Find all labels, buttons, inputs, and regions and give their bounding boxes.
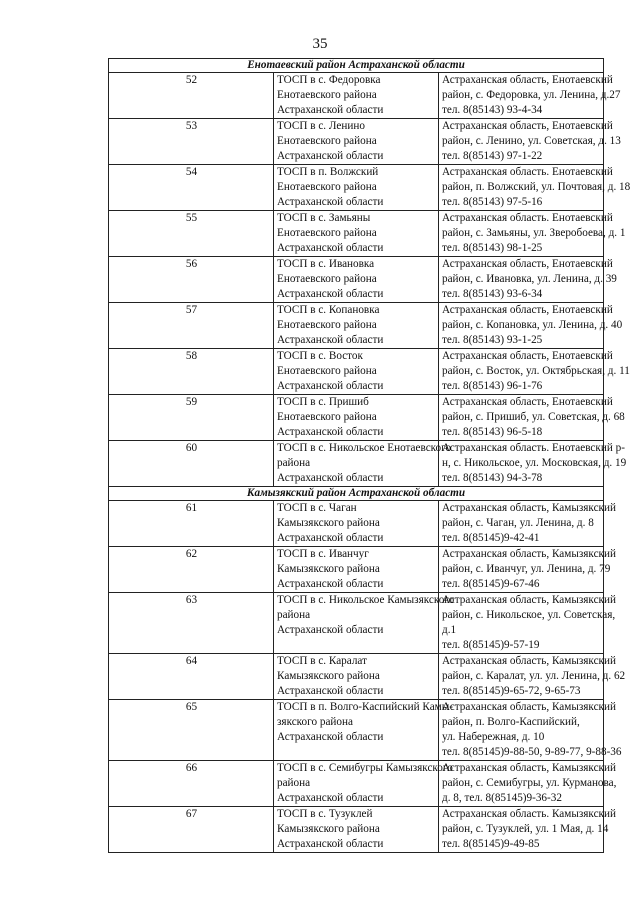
office-name-line: Енотаевского района: [277, 135, 377, 147]
table-row: [109, 501, 604, 547]
address-line: н, с. Никольское, ул. Московская, д. 19: [442, 457, 627, 469]
address-line: район, с. Семибугры, ул. Курманова,: [442, 777, 617, 789]
address-line: тел. 8(85143) 96-1-76: [442, 380, 543, 392]
office-name-line: ТОСП в с. Ивановка: [277, 258, 375, 270]
office-name-cell: [274, 165, 439, 211]
office-name-line: ТОСП в с. Каралат: [277, 655, 367, 667]
office-name-line: Астраханской области: [277, 380, 384, 392]
address-cell: [439, 165, 631, 211]
table-row: [109, 807, 604, 853]
address-cell: [439, 441, 627, 487]
office-name-line: Астраханской области: [277, 242, 384, 254]
address-cell: [439, 395, 625, 441]
office-name-line: Астраханской области: [277, 426, 384, 438]
address-line: район, п. Волго-Каспийский,: [442, 716, 580, 728]
address-line: Астраханская область, Камызякский: [442, 502, 616, 514]
office-name-line: Астраханской области: [277, 472, 384, 484]
office-name-cell: [274, 211, 439, 257]
address-line: тел. 8(85145)9-65-72, 9-65-73: [442, 685, 581, 697]
row-number: 52: [109, 73, 274, 119]
address-line: тел. 8(85145)9-57-19: [442, 639, 540, 651]
address-line: Астраханская область, Енотаевский: [442, 396, 613, 408]
page-number: 35: [312, 36, 328, 52]
office-name-line: зякского района: [277, 716, 353, 728]
address-line: район, с. Тузуклей, ул. 1 Мая, д. 14: [442, 823, 609, 835]
office-name-cell: [274, 654, 439, 700]
address-line: тел. 8(85145)9-88-50, 9-89-77, 9-88-36: [442, 746, 622, 758]
address-line: район, с. Федоровка, ул. Ленина, д.27: [442, 89, 621, 101]
table-row: [109, 593, 604, 654]
address-line: район, с. Каралат, ул. ул. Ленина, д. 62: [442, 670, 626, 682]
row-number: 55: [109, 211, 274, 257]
row-number: 58: [109, 349, 274, 395]
office-name-cell: [274, 73, 439, 119]
office-name-line: Енотаевского района: [277, 273, 377, 285]
address-line: тел. 8(85143) 96-5-18: [442, 426, 543, 438]
address-line: район, с. Замьяны, ул. Зверобоева, д. 1: [442, 227, 626, 239]
address-line: тел. 8(85145)9-42-41: [442, 532, 540, 544]
address-line: Астраханская область, Енотаевский: [442, 74, 613, 86]
office-name-line: ТОСП в с. Иванчуг: [277, 548, 369, 560]
row-number: 56: [109, 257, 274, 303]
address-line: д.1: [442, 624, 457, 636]
table-row: [109, 700, 604, 761]
office-name-line: ТОСП в п. Волго-Каспийский Камы-: [277, 701, 454, 713]
address-line: Астраханская область, Енотаевский: [442, 120, 613, 132]
office-name-line: ТОСП в с. Ленино: [277, 120, 365, 132]
office-name-line: Астраханской области: [277, 104, 384, 116]
office-name-line: ТОСП в с. Тузуклей: [277, 808, 373, 820]
office-name-line: Астраханской области: [277, 624, 384, 636]
table-row: [109, 547, 604, 593]
address-cell: [439, 593, 616, 654]
office-name-line: Енотаевского района: [277, 365, 377, 377]
office-name-line: Астраханской области: [277, 532, 384, 544]
row-number: 67: [109, 807, 274, 853]
address-line: район, с. Пришиб, ул. Советская, д. 68: [442, 411, 625, 423]
address-line: тел. 8(85143) 97-1-22: [442, 150, 543, 162]
address-line: Астраханская область. Камызякский: [442, 808, 616, 820]
address-line: район, с. Копановка, ул. Ленина, д. 40: [442, 319, 623, 331]
table-row: [109, 165, 604, 211]
address-cell: [439, 501, 616, 547]
office-name-line: Астраханской области: [277, 288, 384, 300]
office-name-line: Астраханской области: [277, 838, 384, 850]
office-name-cell: [274, 303, 439, 349]
row-number: 63: [109, 593, 274, 654]
office-name-line: ТОСП в с. Федоровка: [277, 74, 381, 86]
address-cell: [439, 303, 623, 349]
table-row: [109, 211, 604, 257]
address-cell: [439, 119, 621, 165]
offices-table: [108, 58, 631, 853]
office-name-cell: [274, 807, 439, 853]
office-name-line: Енотаевского района: [277, 227, 377, 239]
office-name-line: Енотаевского района: [277, 411, 377, 423]
office-name-line: Енотаевского района: [277, 89, 377, 101]
office-name-cell: [274, 501, 439, 547]
address-line: район, с. Чаган, ул. Ленина, д. 8: [442, 517, 594, 529]
address-cell: [439, 761, 617, 807]
address-line: район, п. Волжский, ул. Почтовая, д. 18: [442, 181, 631, 193]
office-name-line: Астраханской области: [277, 731, 384, 743]
row-number: 66: [109, 761, 274, 807]
office-name-line: района: [277, 777, 311, 789]
office-name-line: ТОСП в с. Никольское Енотаевского: [277, 442, 452, 454]
address-line: тел. 8(85143) 94-3-78: [442, 472, 543, 484]
address-cell: [439, 654, 626, 700]
address-cell: [439, 807, 616, 853]
address-line: Астраханская область, Камызякский: [442, 548, 616, 560]
table-row: [109, 257, 604, 303]
office-name-line: ТОСП в с. Никольское Камызякского: [277, 594, 455, 606]
address-line: район, с. Никольское, ул. Советская,: [442, 609, 616, 621]
address-line: Астраханская область, Енотаевский: [442, 304, 613, 316]
table-row: [109, 119, 604, 165]
table-row: [109, 654, 604, 700]
address-line: тел. 8(85143) 93-6-34: [442, 288, 543, 300]
address-line: д. 8, тел. 8(85145)9-36-32: [442, 792, 562, 804]
address-line: Астраханская область. Енотаевский: [442, 166, 613, 178]
address-line: Астраханская область, Камызякский: [442, 655, 616, 667]
address-cell: [439, 257, 617, 303]
table-row: [109, 73, 604, 119]
address-line: тел. 8(85143) 93-4-34: [442, 104, 543, 116]
row-number: 54: [109, 165, 274, 211]
office-name-line: ТОСП в п. Волжский: [277, 166, 379, 178]
address-line: ул. Набережная, д. 10: [442, 731, 545, 743]
address-line: тел. 8(85143) 98-1-25: [442, 242, 543, 254]
office-name-line: района: [277, 457, 311, 469]
row-number: 57: [109, 303, 274, 349]
office-name-line: Камызякского района: [277, 670, 380, 682]
office-name-line: Астраханской области: [277, 685, 384, 697]
row-number: 64: [109, 654, 274, 700]
address-line: Астраханская область, Енотаевский: [442, 350, 613, 362]
row-number: 62: [109, 547, 274, 593]
address-line: тел. 8(85143) 93-1-25: [442, 334, 543, 346]
address-line: тел. 8(85143) 97-5-16: [442, 196, 543, 208]
section-title: Енотаевский район Астраханской области: [109, 59, 604, 73]
address-line: Астраханская область, Камызякский: [442, 701, 616, 713]
office-name-line: Астраханской области: [277, 150, 384, 162]
table-row: [109, 395, 604, 441]
address-line: район, с. Ленино, ул. Советская, д. 13: [442, 135, 621, 147]
office-name-line: Астраханской области: [277, 792, 384, 804]
address-line: район, с. Иванчуг, ул. Ленина, д. 79: [442, 563, 611, 575]
office-name-line: ТОСП в с. Копановка: [277, 304, 380, 316]
address-cell: [439, 700, 622, 761]
row-number: 59: [109, 395, 274, 441]
office-name-cell: [274, 441, 452, 487]
address-line: тел. 8(85145)9-67-46: [442, 578, 540, 590]
office-name-line: ТОСП в с. Пришиб: [277, 396, 369, 408]
office-name-line: ТОСП в с. Чаган: [277, 502, 357, 514]
section-header: [109, 59, 604, 73]
office-name-line: Енотаевского района: [277, 181, 377, 193]
office-name-cell: [274, 257, 439, 303]
address-cell: [439, 73, 621, 119]
address-line: район, с. Ивановка, ул. Ленина, д. 39: [442, 273, 617, 285]
address-cell: [439, 349, 630, 395]
row-number: 53: [109, 119, 274, 165]
office-name-line: Астраханской области: [277, 578, 384, 590]
office-name-line: района: [277, 609, 311, 621]
office-name-line: Камызякского района: [277, 823, 380, 835]
row-number: 65: [109, 700, 274, 761]
table-row: [109, 349, 604, 395]
office-name-line: ТОСП в с. Замьяны: [277, 212, 371, 224]
address-cell: [439, 547, 616, 593]
address-cell: [439, 211, 626, 257]
address-line: тел. 8(85145)9-49-85: [442, 838, 540, 850]
office-name-cell: [274, 761, 453, 807]
section-title: Камызякский район Астраханской области: [109, 487, 604, 501]
table-body: [109, 59, 631, 853]
row-number: 61: [109, 501, 274, 547]
table-row: [109, 761, 604, 807]
table-row: [109, 303, 604, 349]
office-name-line: Камызякского района: [277, 517, 380, 529]
office-name-cell: [274, 700, 454, 761]
office-name-line: ТОСП в с. Семибугры Камызякского: [277, 762, 453, 774]
office-name-cell: [274, 547, 439, 593]
table-row: [109, 441, 604, 487]
office-name-line: Астраханской области: [277, 334, 384, 346]
office-name-cell: [274, 119, 439, 165]
address-line: Астраханская область, Камызякский: [442, 762, 616, 774]
address-line: Астраханская область, Енотаевский: [442, 258, 613, 270]
office-name-line: ТОСП в с. Восток: [277, 350, 363, 362]
row-number: 60: [109, 441, 274, 487]
office-name-line: Камызякского района: [277, 563, 380, 575]
address-line: Астраханская область, Камызякский: [442, 594, 616, 606]
office-name-line: Астраханской области: [277, 196, 384, 208]
office-name-cell: [274, 349, 439, 395]
address-line: район, с. Восток, ул. Октябрьская, д. 11: [442, 365, 630, 377]
address-line: Астраханская область. Енотаевский: [442, 212, 613, 224]
office-name-cell: [274, 395, 439, 441]
office-name-line: Енотаевского района: [277, 319, 377, 331]
address-line: Астраханская область. Енотаевский р-: [442, 442, 625, 454]
section-header: [109, 487, 604, 501]
